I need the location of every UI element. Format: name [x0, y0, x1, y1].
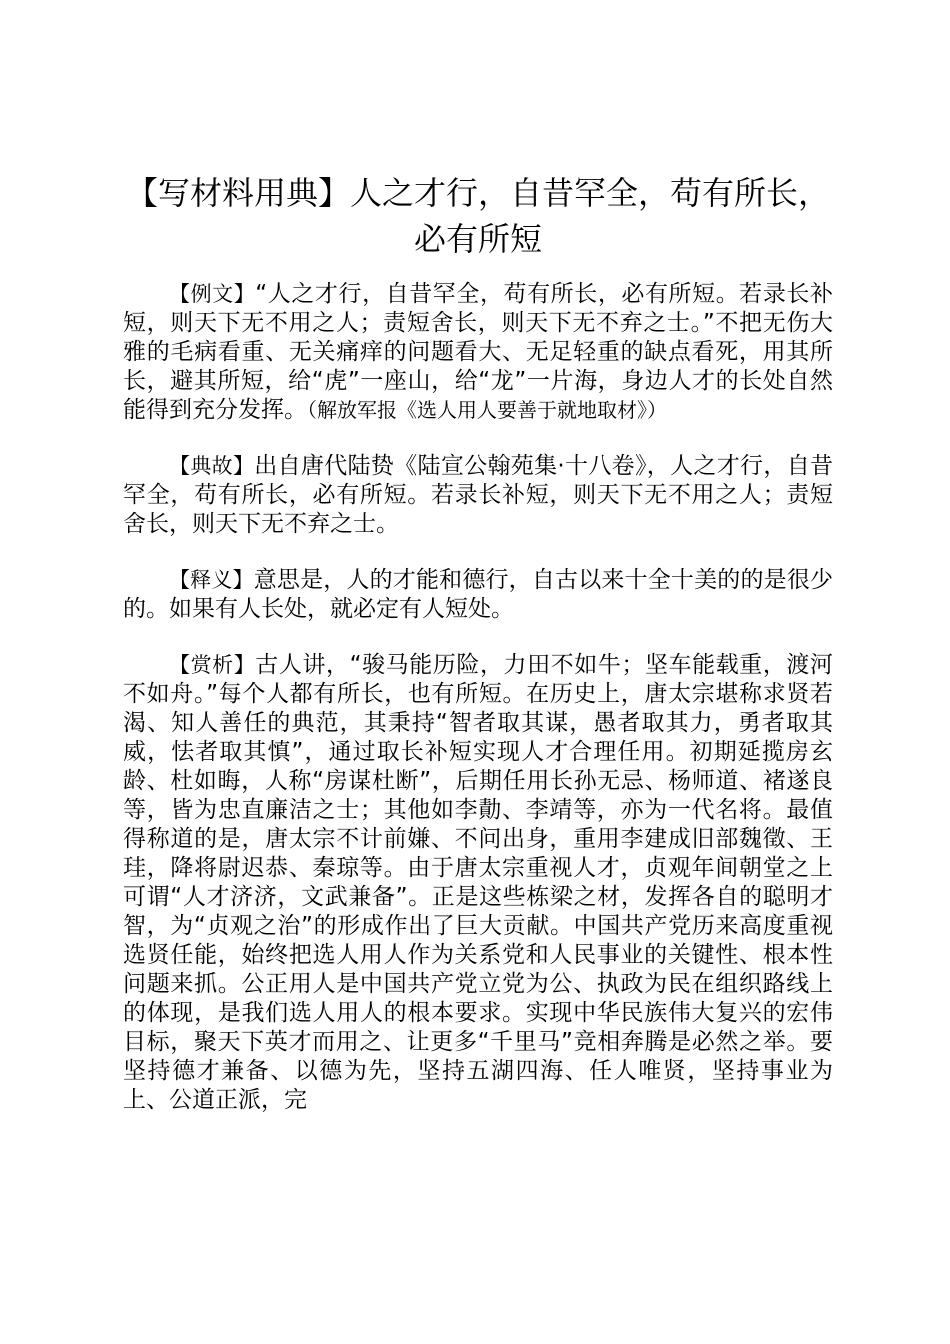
allusion-tag: 【典故】: [169, 454, 255, 478]
document-page: [123, 170, 833, 1115]
analysis-tag: 【赏析】: [169, 653, 256, 677]
meaning-tag: 【释义】: [169, 568, 254, 592]
meaning-paragraph: [123, 566, 833, 624]
allusion-text: 出自唐代陆贽《陆宣公翰苑集·十八卷》，人之才行，自昔罕全，苟有所长，必有所短。若录长补短，则天下无不用之人；责短舍长，则天下无不弃之士。: [123, 453, 834, 537]
example-source: （解放军报《选人用人要善于就地取材》）: [307, 398, 667, 422]
example-text: “人之才行，自昔罕全，苟有所长，必有所短。若录长补短，则天下无不用之人；责短舍长，则天下无不弃之士。”不把无伤大雅的毛病看重、无关痛痒的问题看大、无足轻重的缺点看死，用其所长，避其所短，给“虎”一座山，给“龙”一片海，身边人才的长处自然能得到充分发挥。: [123, 281, 833, 423]
document-title: 【写材料用典】人之才行，自昔罕全，苟有所长，必有所短: [125, 174, 830, 258]
analysis-paragraph: [123, 651, 833, 1115]
allusion-paragraph: [123, 452, 833, 539]
meaning-text: 意思是，人的才能和德行，自古以来十全十美的的是很少的。如果有人长处，就必定有人短处。: [123, 567, 834, 622]
example-tag: 【例文】: [169, 282, 256, 306]
example-paragraph: [123, 280, 833, 425]
analysis-text: 古人讲，“骏马能历险，力田不如牛；坚车能载重，渡河不如舟。”每个人都有所长，也有所短。在历史上，唐太宗堪称求贤若渴、知人善任的典范，其秉持“智者取其谋，愚者取其力，勇者取其威，怯者取其慎”，通过取长补短实现人才合理任用。初期延揽房玄龄、杜如晦，人称“房谋杜断”，后期任用长孙无忌、杨师道、褚遂良等，皆为忠直廉洁之士；其他如李勣、李靖等，亦为一代名将。最值得称道的是，唐太宗不计前嫌、不问出身，重用李建成旧部魏徵、王珪，降将尉迟恭、秦琼等。由于唐太宗重视人才，贞观年间朝堂之上可谓“人才济济，文武兼备”。正是这些栋梁之材，发挥各自的聪明才智，为“贞观之治”的形成作出了巨大贡献。中国共产党历来高度重视选贤任能，始终把选人用人作为关系党和人民事业的关键性、根本性问题来抓。公正用人是中国共产党立党为公、执政为民在组织路线上的体现，是我们选人用人的根本要求。实现中华民族伟大复兴的宏伟目标，聚天下英才而用之、让更多“千里马”竞相奔腾是必然之举。要坚持德才兼备、以德为先，坚持五湖四海、任人唯贤，坚持事业为上、公道正派，完: [123, 652, 833, 1113]
